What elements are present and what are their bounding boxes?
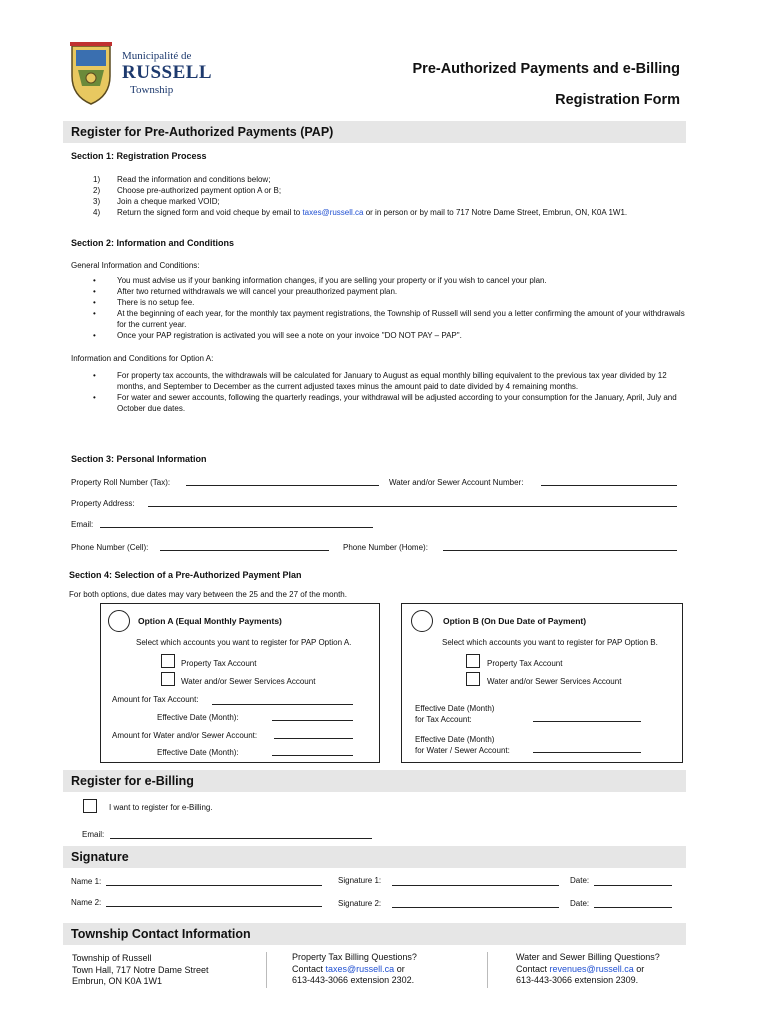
cell-phone-label: Phone Number (Cell): bbox=[71, 543, 149, 552]
optionA-amount-tax-field[interactable] bbox=[212, 704, 353, 705]
list-item: • For water and sewer accounts, following the quarterly readings, your withdrawal will be adjusted according to your consumption for the January, April, July and October due dates. bbox=[93, 393, 677, 413]
contact-address: Township of Russell Town Hall, 717 Notre Dame Street Embrun, ON K0A 1W1 bbox=[72, 953, 209, 986]
list-item: 4) Return the signed form and void cheque by email to taxes@russell.ca or in person or by mail to 717 Notre Dame Street, Embrun, ON, K0A 1W1. bbox=[93, 208, 628, 217]
email-field[interactable] bbox=[100, 527, 373, 528]
ebilling-checkbox-label: I want to register for e-Billing. bbox=[109, 803, 213, 812]
contact-taxes-email-link[interactable]: taxes@russell.ca bbox=[325, 963, 395, 974]
township-logo bbox=[66, 40, 213, 110]
home-phone-field[interactable] bbox=[443, 550, 677, 551]
water-account-field[interactable] bbox=[541, 485, 677, 486]
date1-label: Date: bbox=[570, 876, 590, 885]
optionB-tax-checkbox[interactable] bbox=[466, 654, 480, 668]
optionB-instruction: Select which accounts you want to register for PAP Option B. bbox=[442, 638, 658, 647]
optionB-eff-date1-field[interactable] bbox=[533, 721, 641, 722]
ebilling-email-label: Email: bbox=[82, 830, 105, 839]
contact-tax: Property Tax Billing Questions? Contact taxes@russell.ca or 613-443-3066 extension 2302. bbox=[292, 952, 417, 985]
optionB-eff2-line1: Effective Date (Month) bbox=[415, 735, 495, 744]
ebilling-heading: Register for e-Billing bbox=[63, 770, 686, 792]
registration-steps bbox=[93, 174, 693, 218]
signature2-label: Signature 2: bbox=[338, 899, 382, 908]
list-item: • Once your PAP registration is activated you will see a note on your invoice "DO NOT PAY – PAP". bbox=[93, 331, 462, 340]
logo-line3: Township bbox=[130, 84, 174, 96]
optionA-water-checkbox[interactable] bbox=[161, 672, 175, 686]
optionA-tax-checkbox[interactable] bbox=[161, 654, 175, 668]
optionA-conditions-list bbox=[93, 370, 693, 414]
name2-label: Name 2: bbox=[71, 898, 102, 907]
contact-heading: Township Contact Information bbox=[63, 923, 686, 945]
optionA-instruction: Select which accounts you want to register for PAP Option A. bbox=[136, 638, 352, 647]
optionA-eff-date2-label: Effective Date (Month): bbox=[157, 748, 239, 757]
section1-heading: Section 1: Registration Process bbox=[71, 151, 207, 161]
optionA-amount-tax-label: Amount for Tax Account: bbox=[112, 695, 199, 704]
form-title: Pre-Authorized Payments and e-Billing bbox=[412, 61, 680, 77]
pap-heading: Register for Pre-Authorized Payments (PAP) bbox=[63, 121, 686, 143]
optionA-radio[interactable] bbox=[108, 610, 130, 632]
name2-field[interactable] bbox=[106, 906, 322, 907]
signature-heading: Signature bbox=[63, 846, 686, 868]
list-item: • After two returned withdrawals we will cancel your preauthorized payment plan. bbox=[93, 287, 398, 296]
cell-phone-field[interactable] bbox=[160, 550, 329, 551]
section4-heading: Section 4: Selection of a Pre-Authorized Payment Plan bbox=[69, 570, 302, 580]
roll-number-label: Property Roll Number (Tax): bbox=[71, 478, 171, 487]
name1-label: Name 1: bbox=[71, 877, 102, 886]
optionA-conditions-label: Information and Conditions for Option A: bbox=[71, 354, 214, 363]
form-subtitle: Registration Form bbox=[555, 92, 680, 108]
logo-line1: Municipalité de bbox=[122, 50, 192, 62]
optionB-radio[interactable] bbox=[411, 610, 433, 632]
list-item: 3) Join a cheque marked VOID; bbox=[93, 197, 220, 206]
signature1-label: Signature 1: bbox=[338, 876, 382, 885]
signature1-field[interactable] bbox=[392, 885, 559, 886]
optionB-eff1-line1: Effective Date (Month) bbox=[415, 704, 495, 713]
list-item: • For property tax accounts, the withdrawals will be calculated for January to August as equal monthly billing equivalent to the previous tax year divided by 12 months, and September to December as the current adjusted taxes minus the amount paid to date divided by 4 remaining months. bbox=[93, 371, 667, 391]
due-date-note: For both options, due dates may vary between the 25 and the 27 of the month. bbox=[69, 590, 347, 599]
optionA-title: Option A (Equal Monthly Payments) bbox=[138, 616, 282, 626]
home-phone-label: Phone Number (Home): bbox=[343, 543, 428, 552]
list-item: 2) Choose pre-authorized payment option A or B; bbox=[93, 186, 282, 195]
email-label: Email: bbox=[71, 520, 94, 529]
date2-label: Date: bbox=[570, 899, 590, 908]
optionB-eff-date2-field[interactable] bbox=[533, 752, 641, 753]
optionA-eff-date1-field[interactable] bbox=[272, 720, 353, 721]
address-field[interactable] bbox=[148, 506, 677, 507]
roll-number-field[interactable] bbox=[186, 485, 379, 486]
optionB-eff1-line2: for Tax Account: bbox=[415, 715, 472, 724]
contact-water: Water and Sewer Billing Questions? Contact revenues@russell.ca or 613-443-3066 extension 2309. bbox=[516, 952, 660, 985]
crest-icon bbox=[66, 40, 116, 108]
optionB-tax-label: Property Tax Account bbox=[487, 659, 563, 668]
taxes-email-link[interactable]: taxes@russell.ca bbox=[302, 208, 364, 217]
date1-field[interactable] bbox=[594, 885, 672, 886]
optionA-eff-date2-field[interactable] bbox=[272, 755, 353, 756]
optionB-eff2-line2: for Water / Sewer Account: bbox=[415, 746, 510, 755]
optionB-water-checkbox[interactable] bbox=[466, 672, 480, 686]
optionB-title: Option B (On Due Date of Payment) bbox=[443, 616, 587, 626]
address-label: Property Address: bbox=[71, 499, 135, 508]
name1-field[interactable] bbox=[106, 885, 322, 886]
general-conditions-label: General Information and Conditions: bbox=[71, 261, 200, 270]
contact-divider bbox=[266, 952, 267, 988]
water-account-label: Water and/or Sewer Account Number: bbox=[389, 478, 524, 487]
list-item: • You must advise us if your banking information changes, if you are selling your property or if you wish to cancel your plan. bbox=[93, 276, 547, 285]
optionA-tax-label: Property Tax Account bbox=[181, 659, 257, 668]
ebilling-email-field[interactable] bbox=[110, 838, 372, 839]
list-item: • There is no setup fee. bbox=[93, 298, 195, 307]
signature2-field[interactable] bbox=[392, 907, 559, 908]
date2-field[interactable] bbox=[594, 907, 672, 908]
ebilling-checkbox[interactable] bbox=[83, 799, 97, 813]
contact-revenues-email-link[interactable]: revenues@russell.ca bbox=[549, 963, 634, 974]
optionB-water-label: Water and/or Sewer Services Account bbox=[487, 677, 622, 686]
contact-divider bbox=[487, 952, 488, 988]
optionA-amount-water-field[interactable] bbox=[274, 738, 353, 739]
optionA-eff-date1-label: Effective Date (Month): bbox=[157, 713, 239, 722]
general-conditions-list bbox=[93, 275, 693, 341]
section3-heading: Section 3: Personal Information bbox=[71, 454, 207, 464]
list-item: • At the beginning of each year, for the monthly tax payment registrations, the Township of Russell will send you a letter confirming the amount of your withdrawals for the current year. bbox=[93, 309, 685, 329]
list-item: 1) Read the information and conditions below; bbox=[93, 175, 271, 184]
optionA-amount-water-label: Amount for Water and/or Sewer Account: bbox=[112, 731, 258, 740]
logo-line2: RUSSELL bbox=[122, 62, 213, 83]
section2-heading: Section 2: Information and Conditions bbox=[71, 238, 234, 248]
optionA-water-label: Water and/or Sewer Services Account bbox=[181, 677, 316, 686]
